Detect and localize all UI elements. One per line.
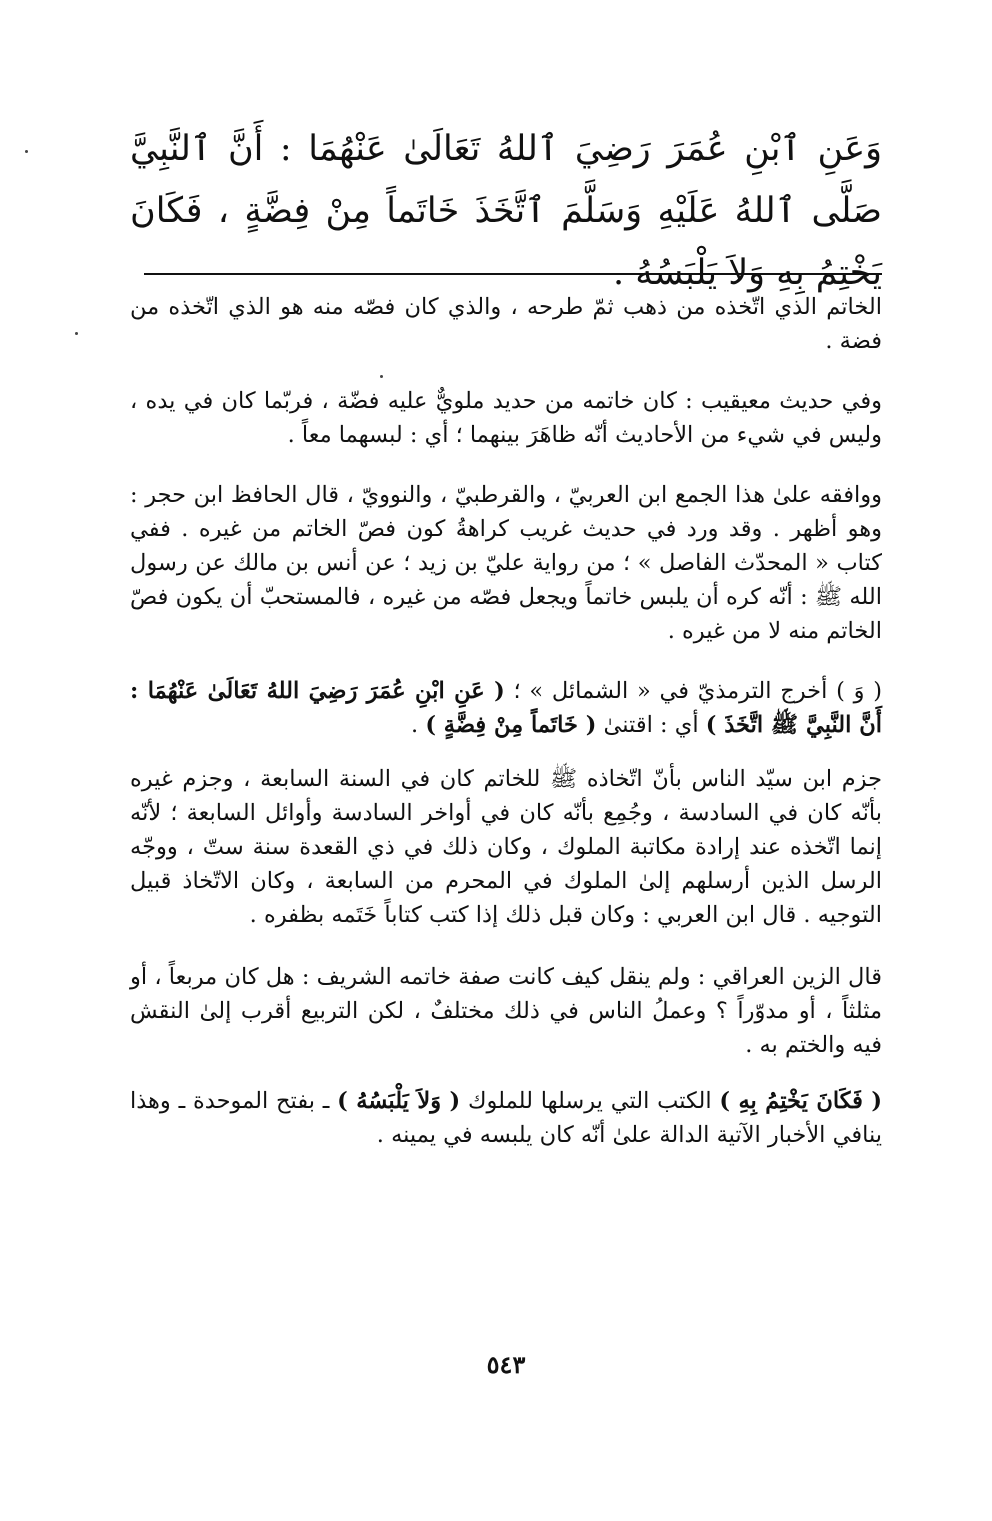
commentary-paragraph: وفي حديث معيقيب : كان خاتمه من حديد ملويٌّ عليه فضّة ، فربّما كان في يده ، وليس في شيء من الأحاديث أنّه ظاهَرَ بينهما ؛ أي : لبسهما معاً .: [130, 388, 882, 448]
commentary-paragraph: [130, 1084, 882, 1152]
commentary-paragraph: ووافقه علىٰ هذا الجمع ابن العربيّ ، والقرطبيّ ، والنوويّ ، قال الحافظ ابن حجر : وهو أظهر . وقد ورد في حديث غريب كراهةُ كون فصّ الخاتم من غيره . ففي كتاب « المحدّث الفاصل » ؛ من رواية عليّ بن زيد ؛ عن أنس بن مالك عن رسول الله ﷺ : أنّه كره أن يلبس خاتماً ويجعل فصّه من غيره ، فالمستحبّ أن يكون فصّ الخاتم منه لا من غيره .: [130, 482, 882, 644]
quoted-hadith: ( فَكَانَ يَخْتِمُ بِهِ ): [719, 1088, 882, 1114]
paragraph-text: ـ بفتح الموحدة ـ وهذا ينافي الأخبار الآتية الدالة علىٰ أنّه كان يلبسه في يمينه .: [130, 1088, 882, 1148]
hadith-text: وَعَنِ ٱبْنِ عُمَرَ رَضِيَ ٱللهُ تَعَالَىٰ عَنْهُمَا : أَنَّ ٱلنَّبِيَّ صَلَّى ٱللهُ عَلَيْهِ وَسَلَّمَ ٱتَّخَذَ خَاتَماً مِنْ فِضَّةٍ ، فَكَانَ يَخْتِمُ بِهِ وَلاَ يَلْبَسُهُ .: [130, 129, 882, 293]
quoted-hadith: ( خَاتَماً مِنْ فِضَّةٍ ): [425, 712, 597, 738]
commentary-paragraph: قال الزين العراقي : ولم ينقل كيف كانت صفة خاتمه الشريف : هل كان مربعاً ، أو مثلثاً ، أو مدوّراً ؟ وعملُ الناس في ذلك مختلفٌ ، لكن التربيع أقرب إلىٰ النقش فيه والختم به .: [130, 964, 882, 1058]
commentary-paragraph: الخاتم الذي اتّخذه من ذهب ثمّ طرحه ، والذي كان فصّه منه هو الذي اتّخذه من فضة .: [130, 294, 882, 354]
paragraph-text: أي : اقتنىٰ: [596, 712, 706, 738]
footnote-divider: [144, 273, 882, 275]
quoted-hadith: ( عَنِ ابْنِ عُمَرَ رَضِيَ اللهُ تَعَالَىٰ عَنْهُمَا : أَنَّ النَّبِيَّ ﷺ اتَّخَذَ ): [130, 678, 882, 738]
commentary: [130, 290, 882, 1178]
paragraph-text: الكتب التي يرسلها للملوك: [460, 1088, 720, 1114]
quoted-hadith: ( وَلاَ يَلْبَسُهُ ): [337, 1088, 461, 1114]
commentary-paragraph: جزم ابن سيّد الناس بأنّ اتّخاذه ﷺ للخاتم كان في السنة السابعة ، وجزم غيره بأنّه كان في السادسة ، وجُمِع بأنّه كان في أواخر السادسة وأوائل السابعة ؛ لأنّه إنما اتّخذه عند إرادة مكاتبة الملوك ، وكان ذلك في ذي القعدة سنة ستّ ، ووجّه الرسل الذين أرسلهم إلىٰ الملوك في المحرم من السابعة ، وكان الاتّخاذ قبيل التوجيه . قال ابن العربي : وكان قبل ذلك إذا كتب كتاباً خَتَمه بظفره .: [130, 766, 882, 928]
document-page: [130, 0, 882, 1521]
commentary-paragraph: [130, 674, 882, 742]
paragraph-text: ( وَ ) أخرج الترمذيّ في « الشمائل » ؛: [504, 678, 882, 704]
page-number: ٥٤٣: [486, 1350, 526, 1379]
paragraph-text: .: [411, 712, 426, 738]
scan-speck: [75, 332, 78, 335]
scan-speck: [25, 150, 28, 153]
